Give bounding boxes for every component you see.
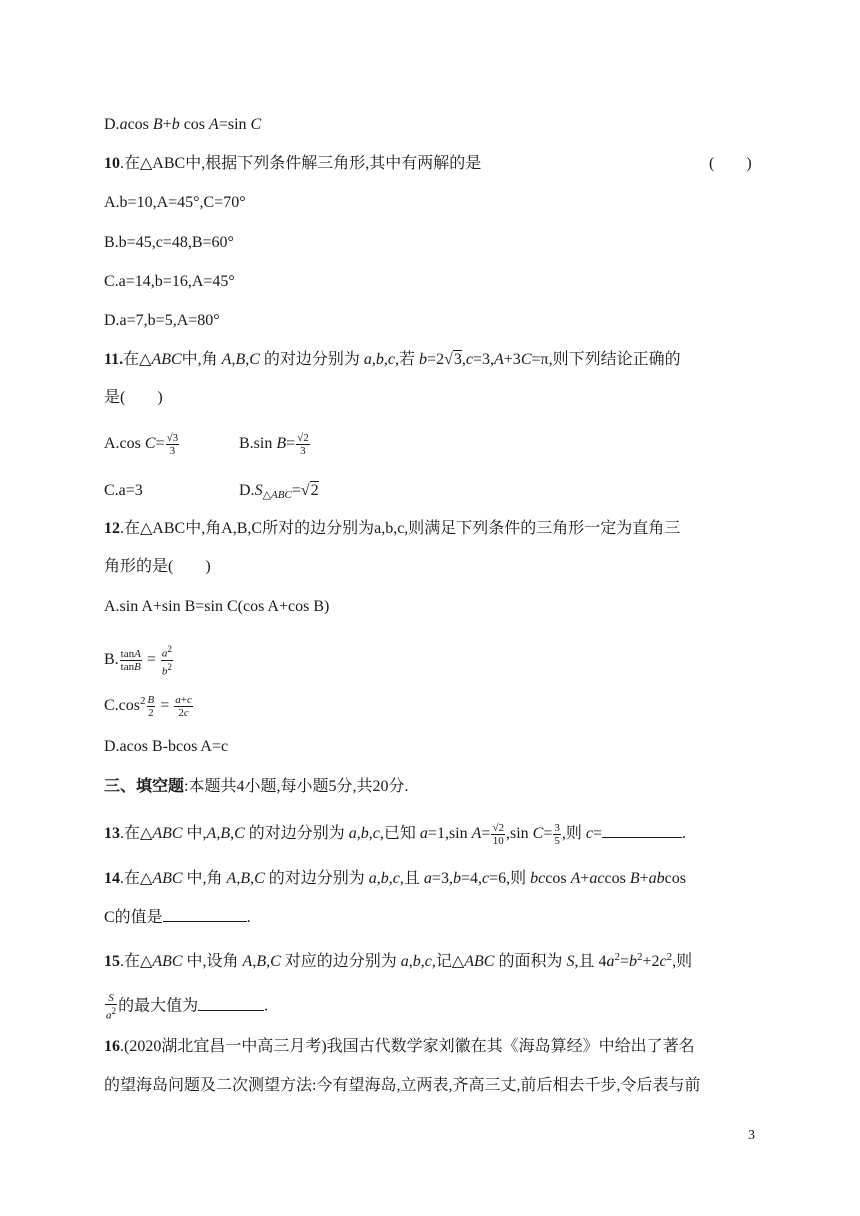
q11-stem-line2: 是( ) xyxy=(104,389,163,406)
q9-option-d: D.acos B+b cos A=sin C xyxy=(104,116,262,133)
q12-number: 12 xyxy=(104,520,120,537)
q14-line2: C的值是 . xyxy=(104,909,251,926)
section-fill-in-heading xyxy=(104,776,408,798)
q15-line2: $\frac{S}{a^2}$ 的最大值为 . xyxy=(106,992,269,1022)
q11-option-d: $D.S_{\triangle ABC}=√2$ xyxy=(239,482,319,501)
q16-stem xyxy=(104,1036,695,1058)
q13-answer-blank[interactable] xyxy=(602,823,682,838)
q14-stem: 14.在△ABC 中,角 A,B,C 的对边分别为 a,b,c,且 a=3,b=4,c=6,则 bccos A+accos B+abcos xyxy=(104,870,686,887)
q16-line1-text: .(2020湖北宜昌一中高三月考)我国古代数学家刘徽在其《海岛算经》中给出了著名 xyxy=(120,1038,695,1055)
q16-number: 16 xyxy=(104,1038,120,1055)
q10-stem xyxy=(104,153,481,175)
q13-number: 13 xyxy=(104,825,120,843)
q12-option-b: B. $\frac{\tan A}{\tan B}$ = $\frac{a^2}{b^2}$ xyxy=(104,644,172,678)
q12-stem-text: .在△ABC中,角A,B,C所对的边分别为a,b,c,则满足下列条件的三角形一定为直角三 xyxy=(120,520,681,537)
q16-line2: 的望海岛问题及二次测望方法:今有望海岛,立两表,齐高三丈,前后相去千步,令后表与前 xyxy=(104,1077,701,1094)
q14-line2-text: C的值是 xyxy=(104,909,163,926)
q11-stem: 11.在△ABC中,角 A,B,C 的对边分别为 a,b,c,若 b=2√3,c=3,A+3C=π,则下列结论正确的 xyxy=(104,351,681,368)
q14-answer-blank[interactable] xyxy=(163,907,247,922)
q10-answer-paren: ( ) xyxy=(709,155,752,172)
q15-line2-text: 的最大值为 xyxy=(118,997,199,1015)
q10-option-a: A.b=10,A=45°,C=70° xyxy=(104,194,246,211)
q15-stem: 15.在△ABC 中,设角 A,B,C 对应的边分别为 a,b,c,记△ABC 的面积为 S,且 $4a^2=b^2+2c^2$,则 xyxy=(104,951,693,970)
page-number: 3 xyxy=(748,1128,755,1143)
q12-option-a: A.sin A+sin B=sin C(cos A+cos B) xyxy=(104,598,330,615)
q10-option-b: B.b=45,c=48,B=60° xyxy=(104,234,234,251)
q10-stem-text: .在△ABC中,根据下列条件解三角形,其中有两解的是 xyxy=(120,155,482,172)
q11-option-c: C.a=3 xyxy=(104,482,143,499)
q15-number: 15 xyxy=(104,953,120,970)
q12-option-d: D.acos B-bcos A=c xyxy=(104,738,229,755)
q10-option-c: C.a=14,b=16,A=45° xyxy=(104,273,235,290)
q10-number: 10 xyxy=(104,155,120,172)
q12-option-c: $C.\cos^2$ $\frac{B}{2}$ = $\frac{a+c}{2c}$ xyxy=(104,693,192,719)
q11-number: 11. xyxy=(104,351,124,368)
q11-option-a: A.cos C= $\frac{√3}{3}$ xyxy=(104,432,179,457)
q10-option-d: D.a=7,b=5,A=80° xyxy=(104,312,220,329)
q13-stem: 13.在△ABC 中,A,B,C 的对边分别为 a,b,c,已知 a=1,sin A= $\frac{√2}{10}$ ,sin C= $\frac{3}{5}$ ,则 c= . xyxy=(104,822,687,847)
q14-number: 14 xyxy=(104,870,120,887)
q11-option-b: B.sin B= $\frac{√2}{3}$ xyxy=(239,432,309,457)
q9-option-d-label: D. xyxy=(104,116,120,133)
q12-stem-line2: 角形的是( ) xyxy=(104,558,211,575)
q15-answer-blank[interactable] xyxy=(198,996,264,1011)
q12-stem xyxy=(104,518,680,540)
section-description: :本题共4小题,每小题5分,共20分. xyxy=(184,778,409,795)
section-title: 三、填空题 xyxy=(104,778,185,795)
